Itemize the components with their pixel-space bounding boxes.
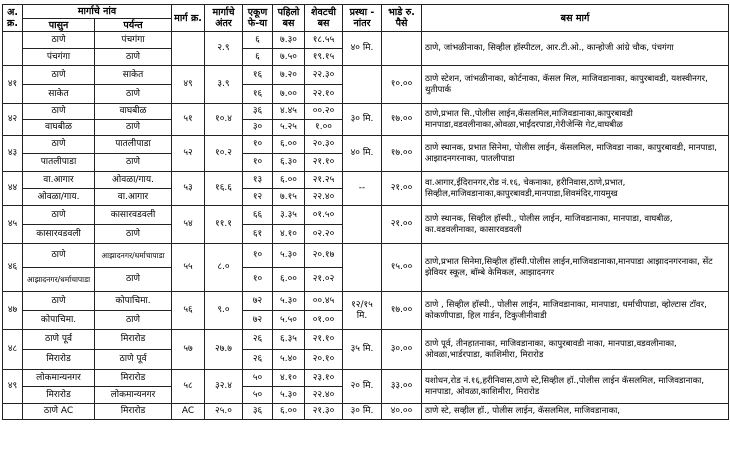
fare-cell: १७.००	[382, 104, 422, 136]
table-row	[3, 370, 729, 387]
last-bus-cell: १९.१५	[305, 49, 343, 66]
from-cell: लोकमान्यनगर	[23, 370, 95, 387]
last-bus-cell: २१.३०	[305, 404, 343, 420]
header-fare: भाडे रु. पैसे	[382, 5, 422, 32]
table-row	[3, 244, 729, 268]
to-cell: ठाणे	[95, 311, 172, 330]
trips-cell: ६६	[243, 206, 273, 225]
distance-cell: ११.१	[205, 206, 243, 244]
trips-cell: ३०	[243, 120, 273, 136]
to-cell: ठाणे	[95, 225, 172, 244]
to-cell: मिरारोड	[95, 404, 172, 420]
from-cell: पातलीपाडा	[23, 154, 95, 172]
trips-cell: २६	[243, 350, 273, 370]
last-bus-cell: ००.२०	[305, 104, 343, 120]
first-bus-cell: ३.३५	[273, 206, 305, 225]
first-bus-cell: ७.१५	[273, 189, 305, 206]
first-bus-cell: ५.३०	[273, 387, 305, 404]
last-bus-cell: ०१.००	[305, 311, 343, 330]
to-cell: ठाणे	[95, 85, 172, 104]
last-bus-cell: १८.५५	[305, 32, 343, 49]
trips-cell: ६१	[243, 225, 273, 244]
fare-cell: २१.००	[382, 172, 422, 206]
to-cell: मिरारोड	[95, 330, 172, 350]
distance-cell: २.९	[205, 32, 243, 66]
from-cell: मिरारोड	[23, 387, 95, 404]
serial-cell: ४७	[3, 292, 23, 330]
to-cell: लोकमान्यनगर	[95, 387, 172, 404]
to-cell: पातलीपाडा	[95, 136, 172, 154]
trips-cell: १०	[243, 136, 273, 154]
interval-cell: ३० मि.	[343, 404, 382, 420]
route-no-cell: ५५	[172, 244, 205, 292]
header-route-name: मार्गाचे नांव	[23, 5, 172, 19]
serial-cell: ४४	[3, 172, 23, 206]
first-bus-cell: ६.००	[273, 404, 305, 420]
serial-cell: ४९	[3, 370, 23, 404]
from-cell: कासारवडवली	[23, 225, 95, 244]
interval-cell: २० मि.	[343, 370, 382, 404]
serial-cell: ४८	[3, 330, 23, 370]
distance-cell: ३२.४	[205, 370, 243, 404]
first-bus-cell: ४.४५	[273, 104, 305, 120]
last-bus-cell: २०.३०	[305, 136, 343, 154]
serial-cell	[3, 32, 23, 66]
table-row	[3, 206, 729, 225]
distance-cell: १०.२	[205, 136, 243, 172]
route-desc-cell: वा.आगार,ईंदिरानगर,रोड नं.१६, चेकनाका, हरीनिवास,ठाणे,प्रभात, सिव्हील,माजिवडानाका,कापुरबावडी,मानपाडा,शिवमंदिर,गायमुख	[422, 172, 729, 206]
first-bus-cell: ५.४०	[273, 350, 305, 370]
from-cell: ओवळा/गाय.	[23, 189, 95, 206]
table-row	[3, 292, 729, 311]
from-cell: ठाणे पूर्व	[23, 330, 95, 350]
serial-cell: ४५	[3, 206, 23, 244]
from-cell: ठाणे	[23, 292, 95, 311]
to-cell: कासारवडवली	[95, 206, 172, 225]
last-bus-cell: २१.१०	[305, 330, 343, 350]
interval-cell: ३० मि.	[343, 104, 382, 136]
from-cell: मिरारोड	[23, 350, 95, 370]
trips-cell: ७२	[243, 292, 273, 311]
to-cell: ठाणे	[95, 49, 172, 66]
route-no-cell: ५३	[172, 172, 205, 206]
from-cell: आझादनगर/धर्माचापाडा	[23, 268, 95, 292]
header-serial: अ. क्र.	[3, 5, 23, 32]
first-bus-cell: ६.३५	[273, 330, 305, 350]
distance-cell: २५.०	[205, 404, 243, 420]
serial-cell: ४६	[3, 244, 23, 292]
table-row	[3, 136, 729, 154]
to-cell: कोपाचिमा.	[95, 292, 172, 311]
first-bus-cell: ६.००	[273, 136, 305, 154]
route-no-cell	[172, 32, 205, 66]
fare-cell: १७.००	[382, 292, 422, 330]
last-bus-cell: २०.१७	[305, 244, 343, 268]
to-cell: ठाणे	[95, 120, 172, 136]
last-bus-cell: २१.२५	[305, 172, 343, 189]
from-cell: ठाणे	[23, 206, 95, 225]
to-cell: ठाणे	[95, 154, 172, 172]
to-cell: वा.आगार	[95, 189, 172, 206]
header-from: पासुन	[23, 19, 95, 32]
to-cell: ठाणे	[95, 268, 172, 292]
distance-cell: ८.०	[205, 244, 243, 292]
trips-cell: ५०	[243, 370, 273, 387]
distance-cell: १०.४	[205, 104, 243, 136]
header-interval: प्रस्था - नांतर	[343, 5, 382, 32]
first-bus-cell: ४.१०	[273, 225, 305, 244]
route-desc-cell: ठाणे,प्रभात सिनेमा,सिव्हील हॉस्पी.पोलीस लाईन,माजिवडानाका,मानपाडा आझादनगरनाका, सेंट झेवियर स्कूल, बॉम्बे केमिकल, आझादनगर	[422, 244, 729, 292]
fare-cell: १७.००	[382, 136, 422, 172]
first-bus-cell: ५.५०	[273, 311, 305, 330]
from-cell: ठाणे	[23, 66, 95, 85]
route-desc-cell: ठाणे पूर्व, तीनहातनाका, माजिवडानाका, कापुरबावडी नाका, मानपाडा,वडवलीनाका, ओवळा,भार्डरपाडा, काशिमीरा, मिरारोड	[422, 330, 729, 370]
route-desc-cell: ठाणे स्थानक, प्रभात सिनेमा, पोलीस लाईन, कॅसलमिल, माजिवडा नाका, कापुरबावडी, मानपाडा, आझादनगरनाका, पातलीपाडा	[422, 136, 729, 172]
route-no-cell: ४९	[172, 66, 205, 104]
last-bus-cell: २२.३०	[305, 66, 343, 85]
first-bus-cell: ७.३०	[273, 32, 305, 49]
trips-cell: ३६	[243, 404, 273, 420]
last-bus-cell: ००.४५	[305, 292, 343, 311]
header-route-desc: बस मार्ग	[422, 5, 729, 32]
last-bus-cell: २३.१०	[305, 370, 343, 387]
last-bus-cell: ०१.५०	[305, 206, 343, 225]
trips-cell: ३६	[243, 104, 273, 120]
route-no-cell: ५४	[172, 206, 205, 244]
interval-cell: १२/१५ मि.	[343, 292, 382, 330]
to-cell: ओवळा/गाय.	[95, 172, 172, 189]
route-no-cell: ५१	[172, 104, 205, 136]
to-cell: साकेत	[95, 66, 172, 85]
route-desc-cell: ठाणे स्टेशन, जांभळीनाका, कोर्टनाका, कॅसल मिल, माजिवडानाका, कापुरबावडी, यशस्वीनगर, थुतीपार्क	[422, 66, 729, 104]
interval-cell: --	[343, 172, 382, 206]
distance-cell: ३.९	[205, 66, 243, 104]
interval-cell	[343, 206, 382, 244]
trips-cell: ७२	[243, 311, 273, 330]
from-cell: कोपाचिमा.	[23, 311, 95, 330]
serial-cell: ४२	[3, 104, 23, 136]
to-cell: ठाणे पूर्व	[95, 350, 172, 370]
trips-cell: २६	[243, 330, 273, 350]
from-cell: ठाणे	[23, 244, 95, 268]
header-last-bus: शेवटची बस	[305, 5, 343, 32]
trips-cell: ६	[243, 32, 273, 49]
table-row	[3, 66, 729, 85]
trips-cell: १०	[243, 154, 273, 172]
from-cell: ठाणे	[23, 104, 95, 120]
trips-cell: ६	[243, 49, 273, 66]
last-bus-cell: ०२.२०	[305, 225, 343, 244]
fare-cell: ३३.००	[382, 370, 422, 404]
table-row	[3, 330, 729, 350]
fare-cell: १०.००	[382, 66, 422, 104]
route-desc-cell: ठाणे,प्रभात सि.,पोलीस लाईन,कॅसलमिल,माजिवडानाका,कापुरबावडी मानपाडा,वडवलीनाका,ओवळा,भाईंदरपाडा,गेरीजेन्सि गेट,वाघबीळ	[422, 104, 729, 136]
interval-cell: ३५ मि.	[343, 330, 382, 370]
last-bus-cell: २१.१०	[305, 154, 343, 172]
first-bus-cell: ५.३०	[273, 244, 305, 268]
route-desc-cell: ठाणे स्थानक, सिव्हील हॉस्पी., पोलीस लाईन, माजिवडानाका, मानपाडा, वाघबीळ, का.वडवलीनाका, कासारवडवली	[422, 206, 729, 244]
header-total-trips: एकूण फे-या	[243, 5, 273, 32]
distance-cell: १६.६	[205, 172, 243, 206]
first-bus-cell: ७.००	[273, 85, 305, 104]
route-no-cell: ५२	[172, 136, 205, 172]
from-cell: पंचगंगा	[23, 49, 95, 66]
from-cell: ठाणे AC	[23, 404, 95, 420]
fare-cell: १५.००	[382, 244, 422, 292]
header-route-no: मार्ग क्र.	[172, 5, 205, 32]
serial-cell: ४३	[3, 136, 23, 172]
serial-cell	[3, 404, 23, 420]
to-cell: पंचगंगा	[95, 32, 172, 49]
fare-cell	[382, 32, 422, 66]
table-row	[3, 404, 729, 420]
first-bus-cell: ५.३०	[273, 292, 305, 311]
header-distance: मार्गाचे अंतर	[205, 5, 243, 32]
trips-cell: १६	[243, 85, 273, 104]
trips-cell: १०	[243, 244, 273, 268]
from-cell: वा.आगार	[23, 172, 95, 189]
last-bus-cell: २२.४०	[305, 189, 343, 206]
last-bus-cell: २१.०२	[305, 268, 343, 292]
trips-cell: १६	[243, 66, 273, 85]
from-cell: ठाणे	[23, 136, 95, 154]
to-cell: वाघबीळ	[95, 104, 172, 120]
last-bus-cell: १.००	[305, 120, 343, 136]
first-bus-cell: ५.२५	[273, 120, 305, 136]
route-no-cell: ५७	[172, 330, 205, 370]
interval-cell	[343, 244, 382, 292]
from-cell: ठाणे	[23, 32, 95, 49]
serial-cell: ४१	[3, 66, 23, 104]
interval-cell	[343, 66, 382, 104]
route-desc-cell: ठाणे , सिव्हील हॉस्पी., पोलीस लाईन, माजिवडानाका, मानपाडा, धर्माचीपाडा, व्होल्टास टॉवर, कोकणीपाडा, हिल गार्डन, टिकुजीनीवाडी	[422, 292, 729, 330]
route-no-cell: ५८	[172, 370, 205, 404]
trips-cell: ५०	[243, 387, 273, 404]
from-cell: साकेत	[23, 85, 95, 104]
table-row	[3, 104, 729, 120]
last-bus-cell: २०.१०	[305, 350, 343, 370]
fare-cell: २१.००	[382, 206, 422, 244]
first-bus-cell: ६.३०	[273, 154, 305, 172]
interval-cell: ४० मि.	[343, 136, 382, 172]
header-first-bus: पहिलो बस	[273, 5, 305, 32]
from-cell: वाघबीळ	[23, 120, 95, 136]
route-no-cell: AC	[172, 404, 205, 420]
first-bus-cell: ७.५०	[273, 49, 305, 66]
last-bus-cell: २२.४०	[305, 387, 343, 404]
last-bus-cell: २२.१०	[305, 85, 343, 104]
to-cell: आझादनगर/धर्माचापाडा	[95, 244, 172, 268]
first-bus-cell: ६.००	[273, 172, 305, 189]
first-bus-cell: ७.२०	[273, 66, 305, 85]
distance-cell: २७.७	[205, 330, 243, 370]
header-to: पर्यन्त	[95, 19, 172, 32]
trips-cell: १३	[243, 172, 273, 189]
fare-cell: ४०.००	[382, 404, 422, 420]
route-desc-cell: यशोधन,रोड नं.१६,हरीनिवास,ठाणे स्टे,सिव्हील हॉ.,पोलीस लाईन कॅसलमिल, माजिवडानाका, मानपाडा, ओवळा,काशिमीरा, मिरारोड	[422, 370, 729, 404]
table-row	[3, 32, 729, 49]
fare-cell: ३०.००	[382, 330, 422, 370]
trips-cell: १२	[243, 189, 273, 206]
first-bus-cell: ६.००	[273, 268, 305, 292]
route-desc-cell: ठाणे स्टे, सव्हील हॉ., पोलीस लाईन, कॅसलमिल, माजिवडानाका,	[422, 404, 729, 420]
to-cell: मिरारोड	[95, 370, 172, 387]
distance-cell: ९.०	[205, 292, 243, 330]
bus-route-table	[2, 4, 729, 420]
trips-cell: १०	[243, 268, 273, 292]
interval-cell: ४० मि.	[343, 32, 382, 66]
table-row	[3, 172, 729, 189]
route-desc-cell: ठाणे, जांभळीनाका, सिव्हील हॉस्पीटल, आर.टी.ओ., कान्होजी आंग्रे चौक, पंचगंगा	[422, 32, 729, 66]
first-bus-cell: ४.१०	[273, 370, 305, 387]
route-no-cell: ५६	[172, 292, 205, 330]
